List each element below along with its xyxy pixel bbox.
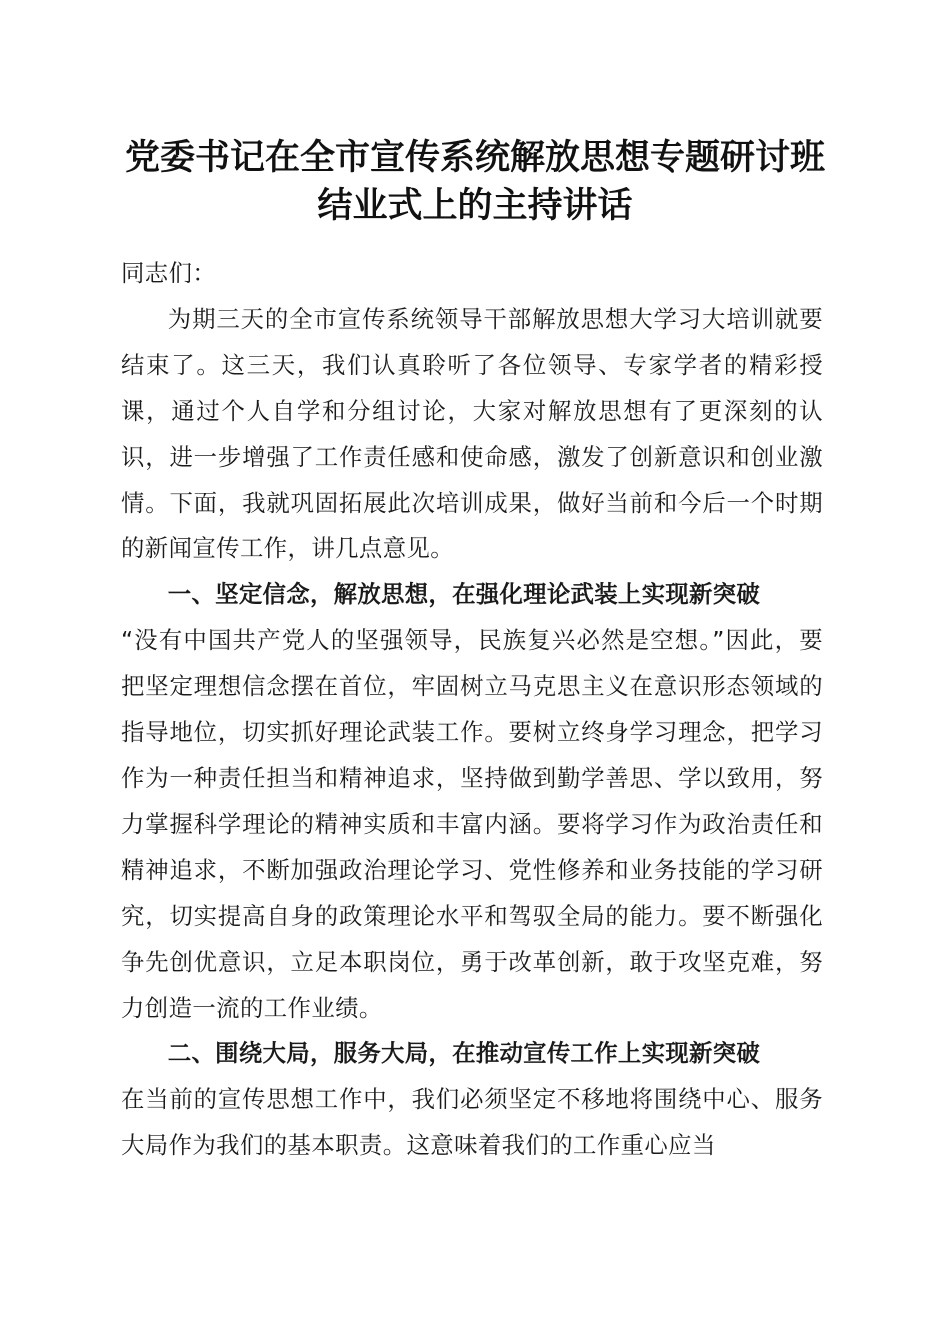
section-1-heading: 一、坚定信念，解放思想，在强化理论武装上实现新突破 (167, 580, 761, 609)
section-2-text: 在当前的宣传思想工作中，我们必须坚定不移地将围绕中心、服务大局作为我们的基本职责。这意味着我们的工作重心应当 (121, 1085, 823, 1160)
section-2-heading: 二、围绕大局，服务大局，在推动宣传工作上实现新突破 (167, 1039, 761, 1068)
document-title (100, 134, 850, 230)
document-body (121, 251, 823, 1169)
title-line-1: 党委书记在全市宣传系统解放思想专题研讨班 (124, 137, 825, 178)
title-line-2: 结业式上的主持讲话 (317, 185, 633, 226)
section-1-text: “没有中国共产党人的坚强领导，民族复兴必然是空想。”因此，要把坚定理想信念摆在首位，牢固树立马克思主义在意识形态领域的指导地位，切实抓好理论武装工作。要树立终身学习理念，把学习作为一种责任担当和精神追求，坚持做到勤学善思、学以致用，努力掌握科学理论的精神实质和丰富内涵。要将学习作为政治责任和精神追求，不断加强政治理论学习、党性修养和业务技能的学习研究，切实提高自身的政策理论水平和驾驭全局的能力。要不断强化争先创优意识，立足本职岗位，勇于改革创新，敢于攻坚克难，努力创造一流的工作业绩。 (121, 626, 823, 1022)
salutation: 同志们： (121, 259, 217, 287)
paragraph-intro: 为期三天的全市宣传系统领导干部解放思想大学习大培训就要结束了。这三天，我们认真聆听了各位领导、专家学者的精彩授课，通过个人自学和分组讨论，大家对解放思想有了更深刻的认识，进一步增强了工作责任感和使命感，激发了创新意识和创业激情。下面，我就巩固拓展此次培训成果，做好当前和今后一个时期的新闻宣传工作，讲几点意见。 (121, 304, 823, 563)
